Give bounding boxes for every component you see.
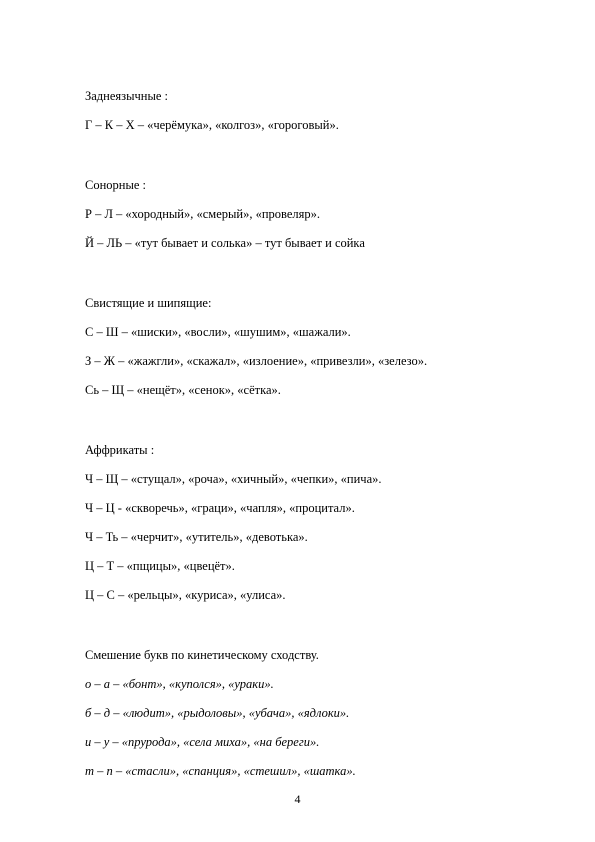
example-line: Ч – Щ – «стущал», «роча», «хичный», «чепки», «пича». <box>85 472 382 486</box>
example-line: Ч – Ть – «черчит», «утитель», «девотька». <box>85 530 308 544</box>
example-line: и – у – «прурода», «села миха», «на береги». <box>85 735 320 749</box>
example-line: З – Ж – «жажгли», «скажал», «излоение», «привезли», «зелезо». <box>85 354 428 368</box>
section-heading-sonorant: Сонорные : <box>85 178 147 192</box>
example-line: Ч – Ц - «скворечь», «граци», «чапля», «процитал». <box>85 501 355 515</box>
example-line: Р – Л – «хородный», «смерый», «провеляр». <box>85 207 321 221</box>
section-heading-back-lingual: Заднеязычные : <box>85 89 169 103</box>
section-heading-sibilant: Свистящие и шипящие: <box>85 296 212 310</box>
example-line: Й – ЛЬ – «тут бывает и солька» – тут бывает и сойка <box>85 236 365 250</box>
example-line: С – Ш – «шиски», «восли», «шушим», «шажали». <box>85 325 351 339</box>
example-line: о – а – «бонт», «куполся», «ураки». <box>85 677 274 691</box>
section-heading-affricate: Аффрикаты : <box>85 443 155 457</box>
section-heading-kinetic: Смешение букв по кинетическому сходству. <box>85 648 319 662</box>
example-line: б – д – «людит», «рыдоловы», «убача», «ядлоки». <box>85 706 350 720</box>
page-number: 4 <box>294 792 301 806</box>
example-line: Ц – С – «рельцы», «куриса», «улиса». <box>85 588 286 602</box>
example-line: Ц – Т – «пщицы», «цвецёт». <box>85 559 235 573</box>
example-line: Сь – Щ – «нещёт», «сенок», «сётка». <box>85 383 281 397</box>
example-line: Г – К – Х – «черёмука», «колгоз», «гороговый». <box>85 118 339 132</box>
example-line: т – п – «стасли», «спанция», «стешил», «шатка». <box>85 764 356 778</box>
